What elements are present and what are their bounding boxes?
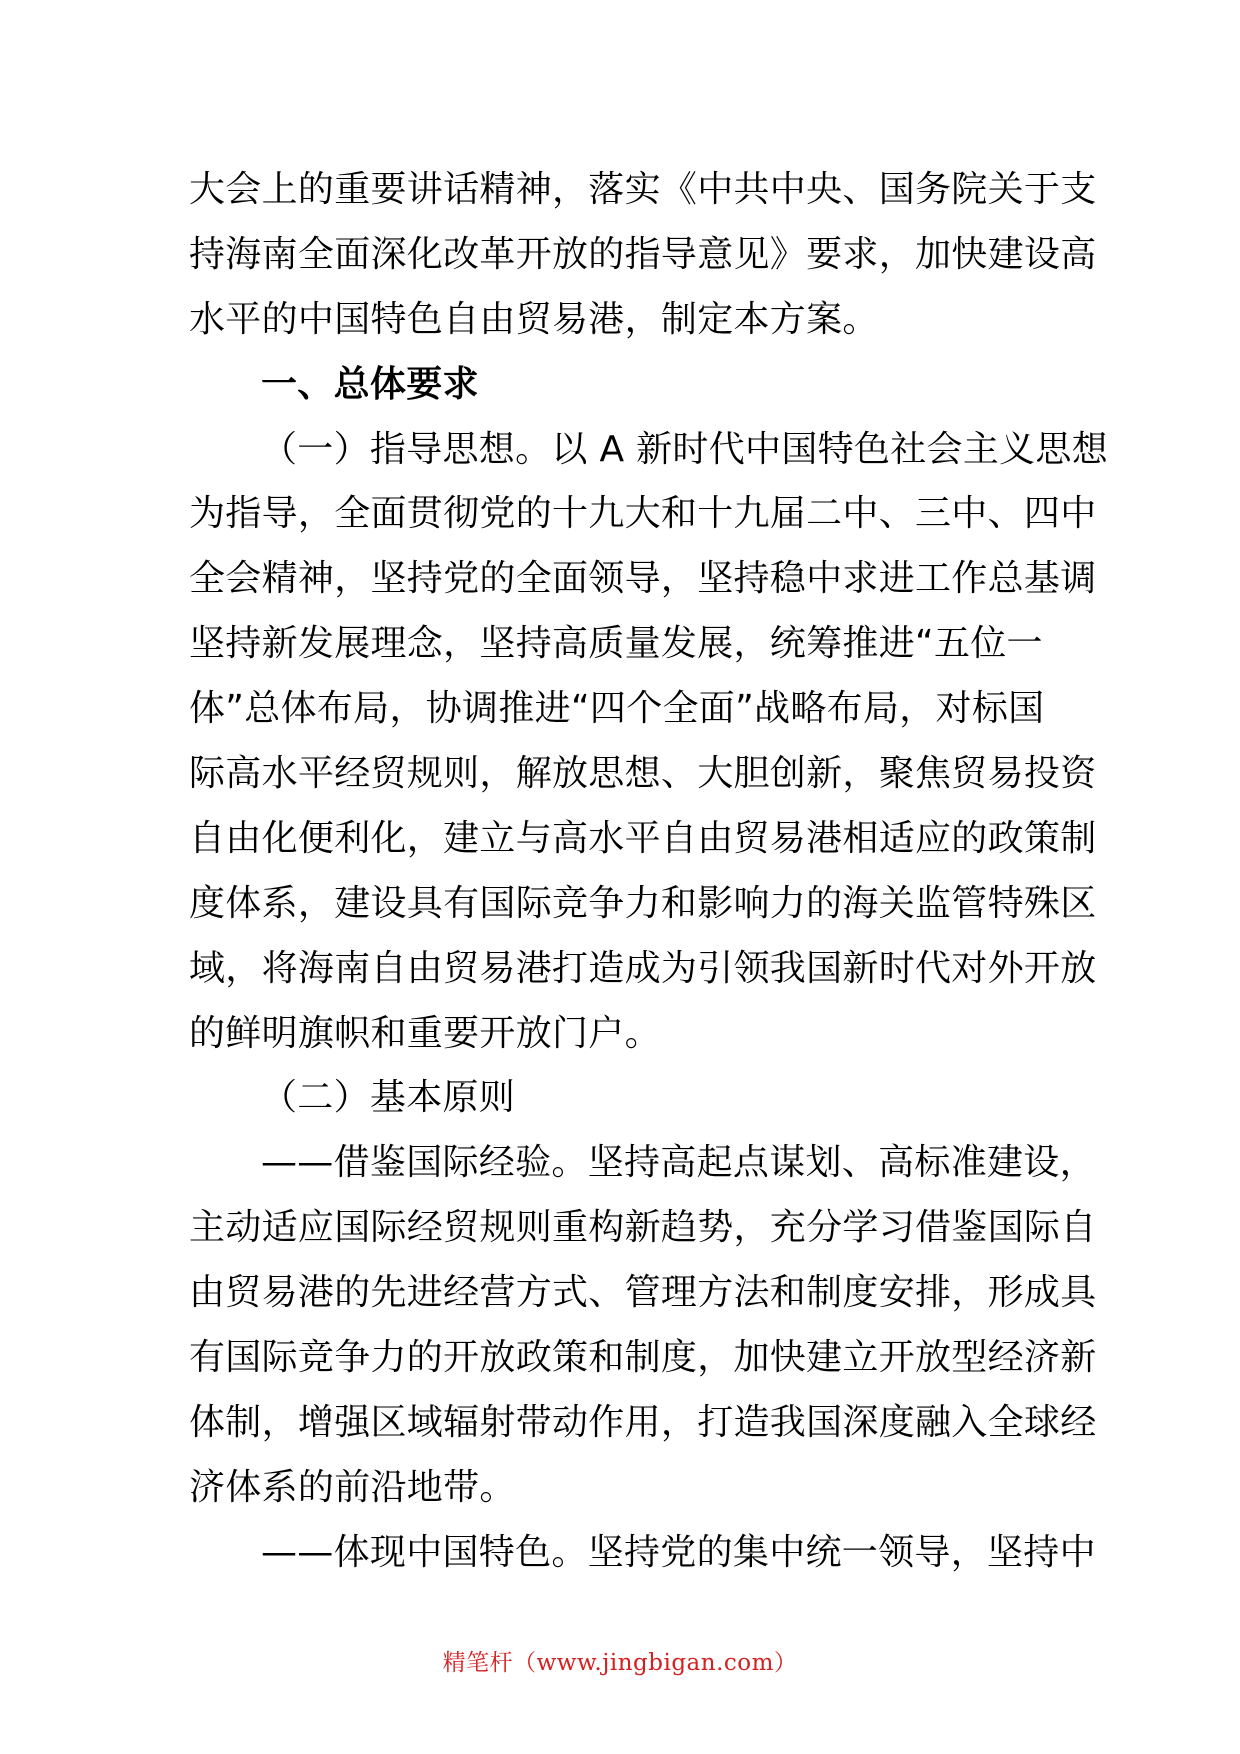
text-line: 大会上的重要讲话精神，落实《中共中央、国务院关于支 xyxy=(189,169,1097,210)
footer-watermark: 精笔杆（www.jingbigan.com） xyxy=(442,1650,798,1676)
text-line: 主动适应国际经贸规则重构新趋势，充分学习借鉴国际自 xyxy=(189,1207,1097,1249)
text-line: 的鲜明旗帜和重要开放门户。 xyxy=(189,1012,661,1054)
paragraph-guiding-ideology xyxy=(189,418,1109,1067)
paragraph-principle-international xyxy=(189,1131,1097,1520)
text-line: 由贸易港的先进经营方式、管理方法和制度安排，形成具 xyxy=(189,1272,1097,1314)
document-body xyxy=(189,158,1109,1586)
text-line: 坚持新发展理念，坚持高质量发展，统筹推进“五位一 xyxy=(189,623,1043,665)
text-line: 际高水平经贸规则，解放思想、大胆创新，聚焦贸易投资 xyxy=(189,753,1097,795)
text-line: 全会精神，坚持党的全面领导，坚持稳中求进工作总基调 xyxy=(189,558,1097,600)
text-line: 域，将海南自由贸易港打造成为引领我国新时代对外开放 xyxy=(189,947,1097,989)
text-line: 体”总体布局，协调推进“四个全面”战略布局，对标国 xyxy=(189,688,1045,730)
text-line: （一）指导思想。以 A 新时代中国特色社会主义思想 xyxy=(261,428,1109,470)
subheading-basic-principles: （二）基本原则 xyxy=(261,1077,516,1119)
text-line: 有国际竞争力的开放政策和制度，加快建立开放型经济新 xyxy=(189,1337,1097,1379)
text-line: 自由化便利化，建立与高水平自由贸易港相适应的政策制 xyxy=(189,817,1097,859)
text-line: 体制，增强区域辐射带动作用，打造我国深度融入全球经 xyxy=(189,1401,1097,1443)
section-heading: 一、总体要求 xyxy=(261,363,479,405)
paragraph-principle-chinese-characteristics xyxy=(189,1521,1096,1586)
text-line: ——借鉴国际经验。坚持高起点谋划、高标准建设， xyxy=(261,1142,1096,1184)
text-line: ——体现中国特色。坚持党的集中统一领导，坚持中 xyxy=(261,1531,1096,1573)
text-line: 持海南全面深化改革开放的指导意见》要求，加快建设高 xyxy=(189,233,1097,275)
paragraph-intro xyxy=(189,158,1097,353)
text-line: 度体系，建设具有国际竞争力和影响力的海关监管特殊区 xyxy=(189,882,1097,924)
text-line: 为指导，全面贯彻党的十九大和十九届二中、三中、四中 xyxy=(189,493,1097,535)
text-line: 水平的中国特色自由贸易港，制定本方案。 xyxy=(189,298,879,340)
text-line: 济体系的前沿地带。 xyxy=(189,1466,516,1508)
